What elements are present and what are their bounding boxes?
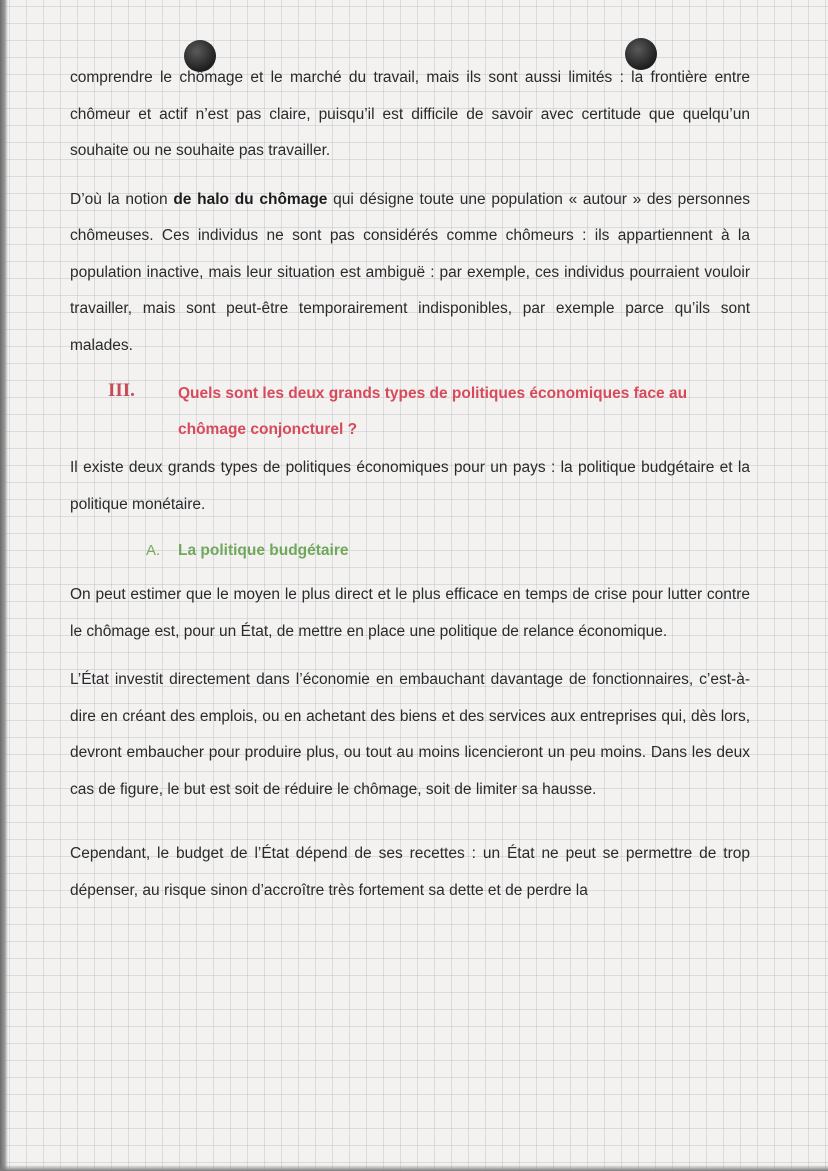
section-title: Quels sont les deux grands types de politiques économiques face au chômage conjoncturel ? (178, 385, 688, 438)
document-page (70, 60, 750, 909)
paragraph-two-types: Il existe deux grands types de politiques économiques pour un pays : la politique budgétaire et la politique monétaire. (70, 459, 750, 513)
paragraph-relance: On peut estimer que le moyen le plus direct et le plus efficace en temps de crise pour lutter contre le chômage est, pour un État, de mettre en place une politique de relance économique. (70, 586, 750, 640)
paragraph-etat-investit: L’État investit directement dans l’économie en embauchant davantage de fonctionnaires, c’est-à-dire en créant des emplois, ou en achetant des biens et des services aux entreprises qui, dès lors, devront embaucher pour produire plus, ou tout au moins licencieront un peu moins. Dans les deux cas de figure, le but est soit de réduire le chômage, soit de limiter sa hausse. (70, 671, 750, 798)
section-number: III. (108, 380, 135, 401)
section-heading-3 (70, 374, 750, 450)
paragraph-halo-intro: D’où la notion (70, 190, 174, 208)
halo-term: de halo du chômage (173, 190, 328, 208)
paragraph-cependant: Cependant, le budget de l’État dépend de ses recettes : un État ne peut se permettre de trop dépenser, au risque sinon d’accroître très fortement sa dette et de perdre la (70, 845, 750, 899)
subsection-heading-a (70, 533, 750, 569)
paragraph-halo (70, 182, 750, 365)
subsection-title: La politique budgétaire (178, 542, 349, 559)
subsection-letter: A. (146, 542, 161, 559)
page-margin-edge (0, 0, 8, 1171)
paragraph-halo-body: qui désigne toute une population « autour » des personnes chômeuses. Ces individus ne sont pas considérés comme chômeurs : ils appartiennent à la population inactive, mais leur situation est ambiguë : par exemple, ces individus pourraient vouloir travailler, mais sont peut-être temporairement indisponibles, par exemple parce qu’ils sont malades. (70, 190, 751, 354)
paragraph-1: comprendre le chômage et le marché du travail, mais ils sont aussi limités : la frontière entre chômeur et actif n’est pas claire, puisqu’il est difficile de savoir avec certitude que quelqu’un souhaite ou ne souhaite pas travailler. (70, 69, 750, 159)
page-bottom-edge (0, 1165, 828, 1171)
